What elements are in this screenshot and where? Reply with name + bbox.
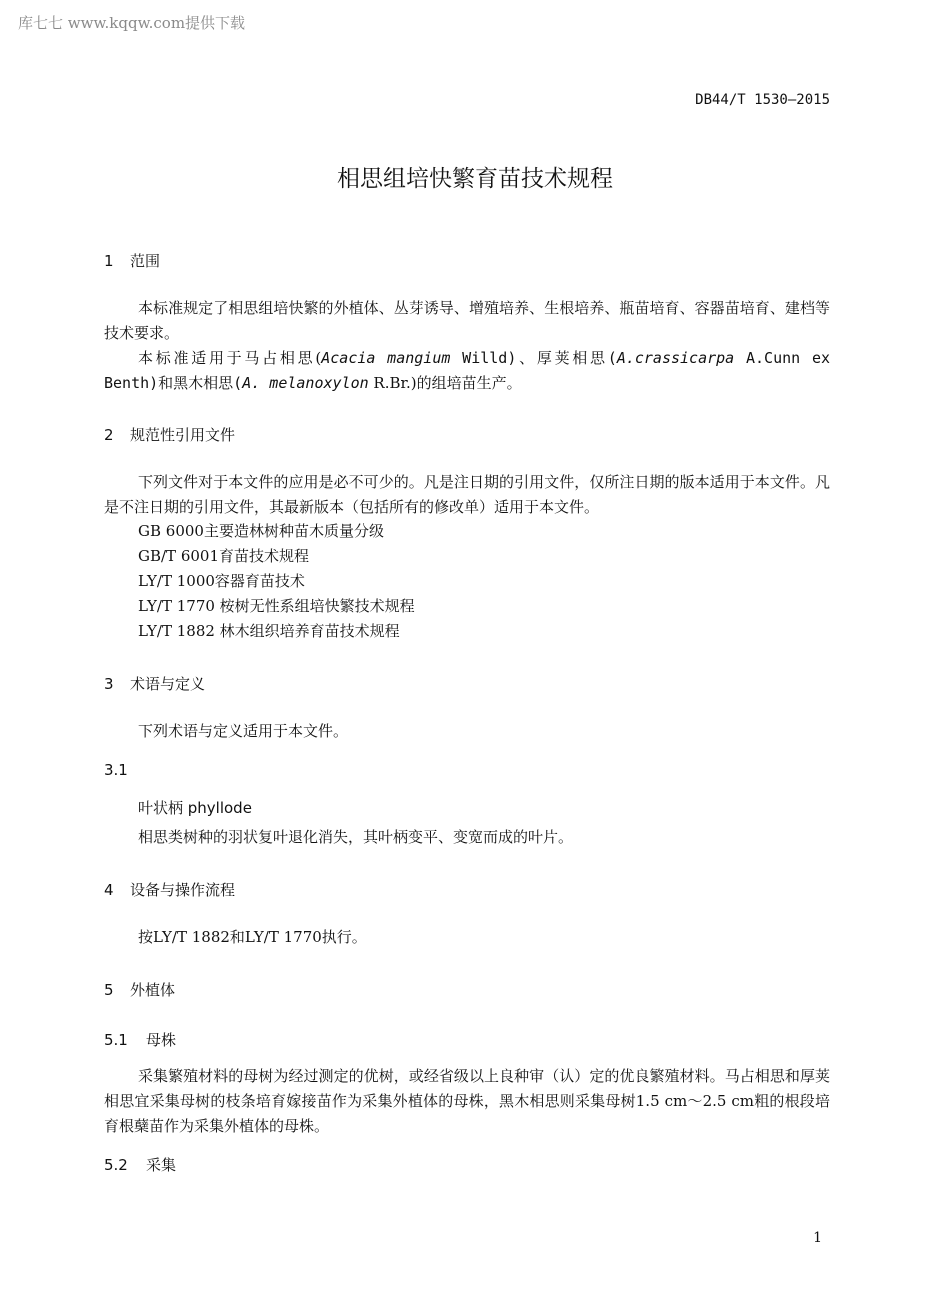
reference-item: LY/T 1000容器育苗技术 [138,572,305,590]
section-1-paragraph-2 [104,346,830,396]
section-2-heading [104,424,235,445]
section-title: 范围 [130,252,161,270]
section-title: 设备与操作流程 [130,881,236,899]
term-definition: 相思类树种的羽状复叶退化消失，其叶柄变平、变宽而成的叶片。 [138,828,574,846]
reference-item: GB/T 6001育苗技术规程 [138,547,310,565]
section-number: 4 [104,881,114,899]
text-run: A.Cunn ex Benth)和黑木相思( [104,349,830,392]
subsection-5-1-heading [104,1029,176,1050]
reference-item: LY/T 1770 桉树无性系组培快繁技术规程 [138,597,415,615]
subsection-3-1-number: 3.1 [104,761,128,779]
section-4-heading [104,879,235,900]
section-number: 5.2 [104,1156,128,1174]
subsection-5-2-heading [104,1154,176,1175]
section-2-paragraph: 下列文件对于本文件的应用是必不可少的。凡是注日期的引用文件，仅所注日期的版本适用于本文件。凡是不注日期的引用文件，其最新版本（包括所有的修改单）适用于本文件。 [104,473,830,516]
text-run: Willd)、厚荚相思( [450,349,617,367]
species-name: Acacia mangium [321,349,451,367]
section-1-heading [104,250,160,271]
section-title: 采集 [146,1156,177,1174]
section-number: 3 [104,675,114,693]
section-5-heading [104,979,175,1000]
watermark: 库七七 www.kqqw.com提供下载 [18,14,246,32]
section-1-paragraph-1: 本标准规定了相思组培快繁的外植体、丛芽诱导、增殖培养、生根培养、瓶苗培育、容器苗培育、建档等技术要求。 [104,299,830,342]
page-title: 相思组培快繁育苗技术规程 [337,166,613,192]
section-number: 2 [104,426,114,444]
page-number: 1 [813,1230,822,1246]
text-run: R.Br.)的组培苗生产。 [368,374,522,392]
species-name: A.crassicarpa [616,349,735,367]
section-3-paragraph: 下列术语与定义适用于本文件。 [138,722,349,740]
section-title: 规范性引用文件 [130,426,236,444]
species-name: A. melanoxylon [242,374,369,392]
text-run: 本标准适用于马占相思( [138,349,322,367]
section-title: 母株 [146,1031,177,1049]
section-title: 术语与定义 [130,675,206,693]
section-4-paragraph: 按LY/T 1882和LY/T 1770执行。 [138,928,367,946]
section-title: 外植体 [130,981,176,999]
section-number: 5.1 [104,1031,128,1049]
section-number: 5 [104,981,114,999]
reference-item: LY/T 1882 林木组织培养育苗技术规程 [138,622,400,640]
section-3-heading [104,673,205,694]
subsection-5-1-paragraph: 采集繁殖材料的母树为经过测定的优树，或经省级以上良种审（认）定的优良繁殖材料。马占相思和厚荚相思宜采集母树的枝条培育嫁接苗作为采集外植体的母株，黑木相思则采集母树1.5 cm～2.5 cm粗的根段培育根蘖苗作为采集外植体的母株。 [104,1067,830,1135]
section-number: 1 [104,252,114,270]
term-entry: 叶状柄 phyllode [138,799,252,817]
reference-item: GB 6000主要造林树种苗木质量分级 [138,522,384,540]
document-number: DB44/T 1530—2015 [695,92,830,108]
